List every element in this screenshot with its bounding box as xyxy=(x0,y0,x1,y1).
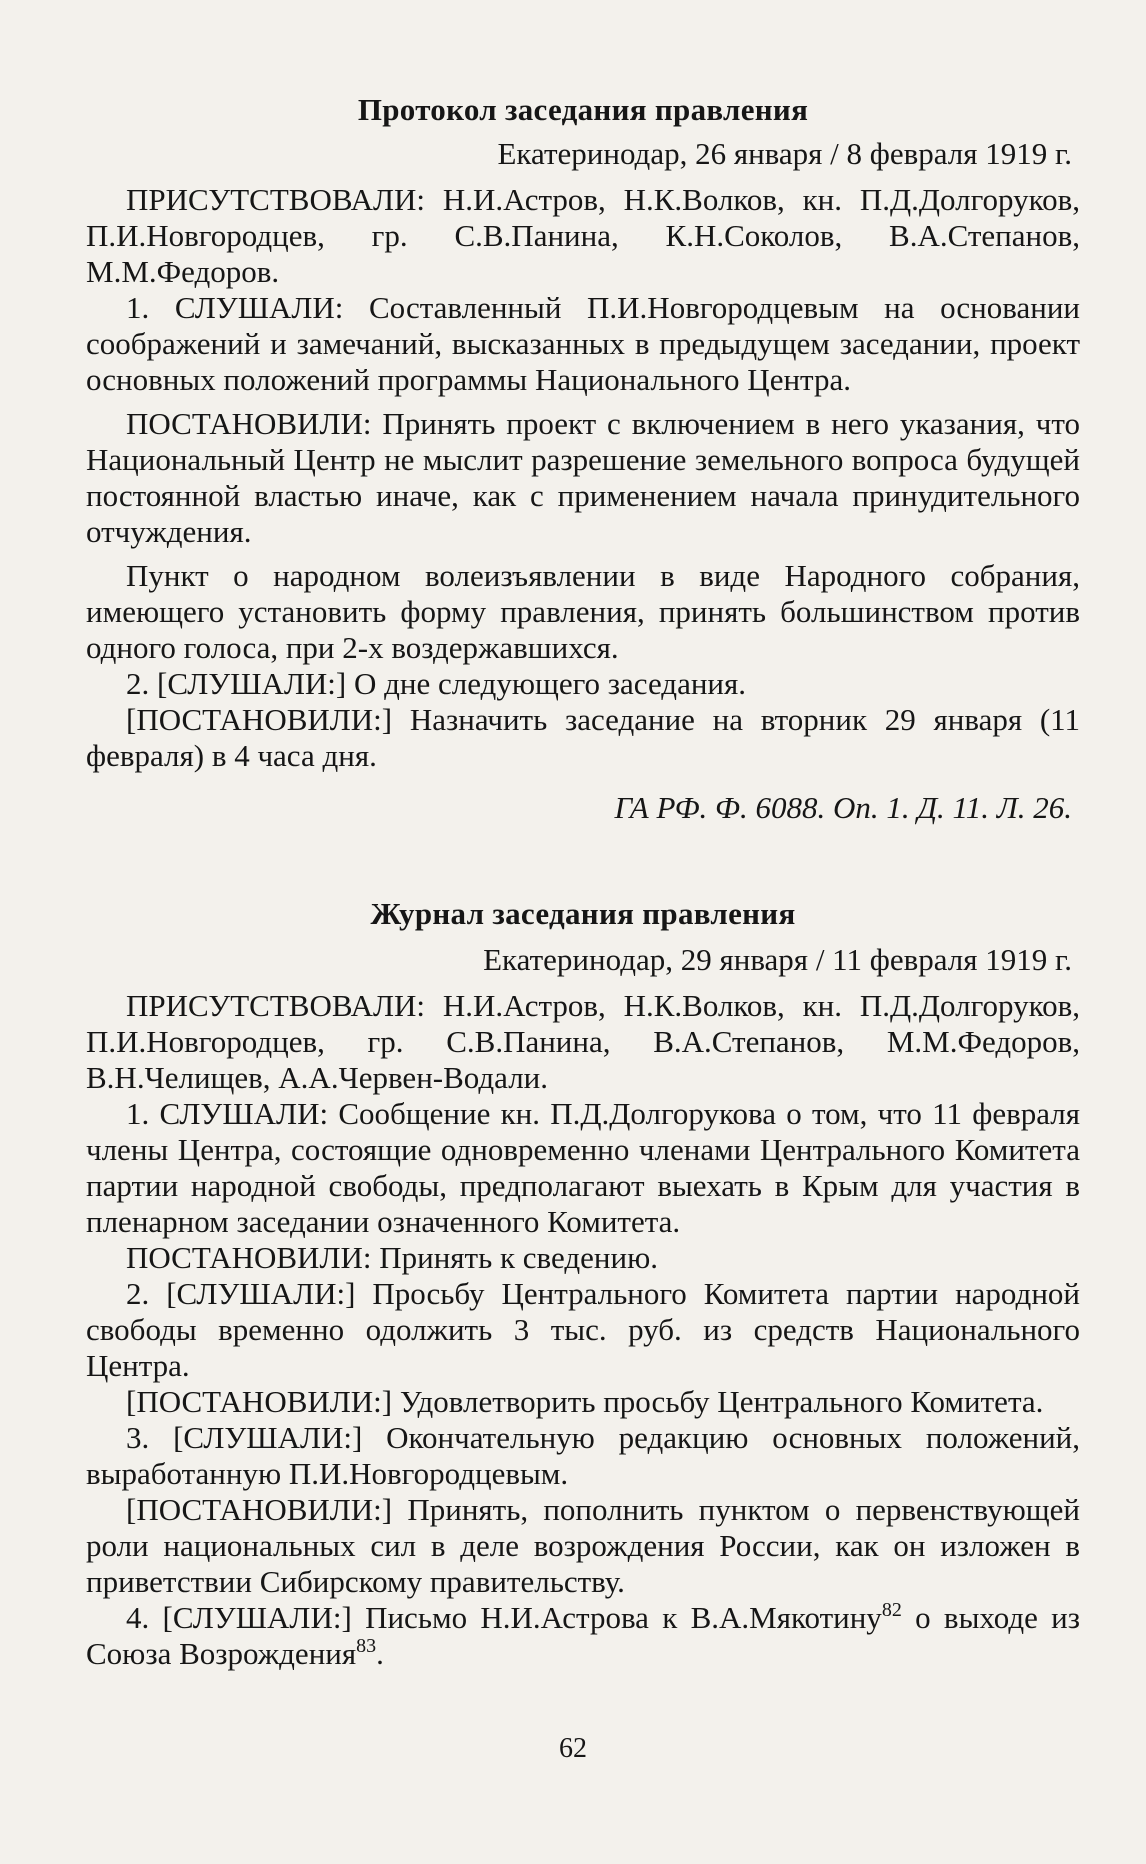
page-number: 62 xyxy=(559,1733,587,1764)
doc2-last-text-before: 4. [СЛУШАЛИ:] Письмо Н.И.Астрова к В.А.Мякотину xyxy=(126,1600,882,1635)
doc2-paragraph: [ПОСТАНОВИЛИ:] Удовлетворить просьбу Центрального Комитета. xyxy=(126,1384,1044,1419)
footnote-marker-83: 83 xyxy=(356,1635,377,1657)
doc1-paragraph: Пункт о народном волеизъявлении в виде Народного собрания, имеющего установить форму правления, принять большинством против одного голоса, при 2-х воздержавшихся. xyxy=(86,558,1080,665)
doc2-title: Журнал заседания правления xyxy=(370,896,796,931)
doc1-title: Протокол заседания правления xyxy=(357,92,809,127)
doc2-section xyxy=(86,896,1080,1672)
footnote-marker-82: 82 xyxy=(881,1599,902,1621)
doc1-paragraph: 2. [СЛУШАЛИ:] О дне следующего заседания. xyxy=(126,666,747,701)
doc1-paragraph: [ПОСТАНОВИЛИ:] Назначить заседание на вторник 29 января (11 февраля) в 4 часа дня. xyxy=(86,702,1080,773)
page-content xyxy=(86,92,1080,1672)
doc2-paragraph: ПОСТАНОВИЛИ: Принять к сведению. xyxy=(126,1240,658,1275)
doc1-dateline: Екатеринодар, 26 января / 8 февраля 1919 г. xyxy=(497,136,1072,171)
doc1-paragraph: ПРИСУТСТВОВАЛИ: Н.И.Астров, Н.К.Волков, кн. П.Д.Долгоруков, П.И.Новгородцев, гр. С.В.Панина, К.Н.Соколов, В.А.Степанов, М.М.Федоров. xyxy=(86,182,1080,289)
doc2-paragraph: [ПОСТАНОВИЛИ:] Принять, пополнить пунктом о первенствующей роли национальных сил в деле возрождения России, как он изложен в приветствии Сибирскому правительству. xyxy=(86,1492,1080,1599)
doc2-paragraph: 1. СЛУШАЛИ: Сообщение кн. П.Д.Долгорукова о том, что 11 февраля члены Центра, состоящие одновременно членами Центрального Комитета партии народной свободы, предполагают выехать в Крым для участия в пленарном заседании означенного Комитета. xyxy=(86,1096,1080,1239)
doc2-paragraph: 3. [СЛУШАЛИ:] Окончательную редакцию основных положений, выработанную П.И.Новгородцевым. xyxy=(86,1420,1080,1491)
doc2-last-text-after: . xyxy=(376,1636,384,1671)
doc1-paragraph: 1. СЛУШАЛИ: Составленный П.И.Новгородцевым на основании соображений и замечаний, высказанных в предыдущем заседании, проект основных положений программы Национального Центра. xyxy=(86,290,1080,397)
doc1-archive-citation: ГА РФ. Ф. 6088. Оп. 1. Д. 11. Л. 26. xyxy=(614,790,1072,825)
doc2-last-paragraph xyxy=(86,1600,1080,1672)
doc1-paragraph: ПОСТАНОВИЛИ: Принять проект с включением в него указания, что Национальный Центр не мыслит разрешение земельного вопроса будущей постоянной властью иначе, как с применением начала принудительного отчуждения. xyxy=(86,406,1080,549)
doc2-last-text-middle: о выходе из Союза Возрождения xyxy=(86,1600,1080,1671)
doc2-paragraph: ПРИСУТСТВОВАЛИ: Н.И.Астров, Н.К.Волков, кн. П.Д.Долгоруков, П.И.Новгородцев, гр. С.В.Панина, В.А.Степанов, М.М.Федоров, В.Н.Челищев, А.А.Червен-Водали. xyxy=(86,988,1080,1095)
doc2-dateline: Екатеринодар, 29 января / 11 февраля 1919 г. xyxy=(483,942,1072,977)
doc2-paragraph: 2. [СЛУШАЛИ:] Просьбу Центрального Комитета партии народной свободы временно одолжить 3 тыс. руб. из средств Национального Центра. xyxy=(86,1276,1080,1383)
